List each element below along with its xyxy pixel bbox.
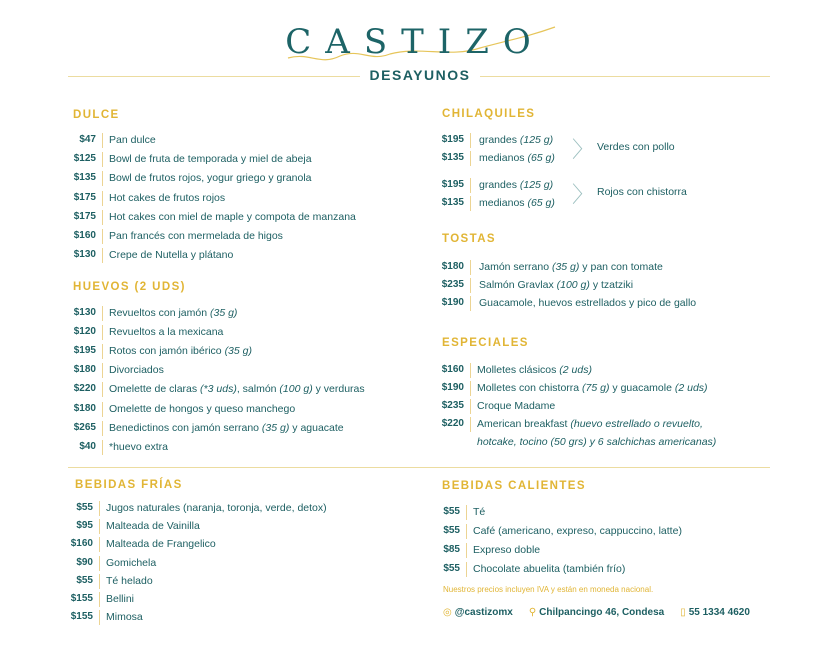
price-separator bbox=[466, 543, 467, 558]
menu-item bbox=[65, 518, 425, 534]
item-name: Hot cakes con miel de maple y compota de manzana bbox=[109, 210, 356, 223]
item-detail: (65 g) bbox=[527, 152, 555, 164]
item-price: $175 bbox=[73, 191, 96, 203]
price-separator bbox=[470, 151, 471, 166]
contact-footer bbox=[443, 607, 750, 618]
menu-item bbox=[65, 573, 425, 589]
item-name: Divorciados bbox=[109, 364, 164, 377]
section-divider bbox=[68, 467, 770, 468]
price-separator bbox=[470, 296, 471, 311]
item-price: $130 bbox=[73, 307, 96, 318]
menu-item bbox=[432, 362, 792, 378]
item-price: $265 bbox=[73, 421, 96, 433]
price-separator bbox=[102, 382, 103, 397]
item-name: Bowl de fruta de temporada y miel de abeja bbox=[109, 153, 312, 166]
item-price: $220 bbox=[441, 418, 464, 429]
menu-item bbox=[63, 324, 423, 340]
item-name: Jamón serrano (35 g) y pan con tomate bbox=[479, 261, 663, 273]
item-detail: (100 g) bbox=[556, 279, 590, 291]
menu-item bbox=[63, 381, 423, 397]
price-separator bbox=[99, 592, 100, 607]
item-price: $195 bbox=[441, 179, 464, 190]
item-price: $135 bbox=[441, 197, 464, 208]
item-detail: (35 g) bbox=[261, 421, 290, 434]
price-separator bbox=[99, 574, 100, 589]
menu-item bbox=[432, 561, 792, 577]
item-price: $160 bbox=[441, 364, 464, 375]
price-separator bbox=[470, 178, 471, 193]
price-separator bbox=[99, 556, 100, 571]
item-name: medianos (65 g) bbox=[479, 152, 555, 164]
menu-item bbox=[63, 401, 423, 417]
price-separator bbox=[470, 260, 471, 275]
section-title-bebidas_calientes: BEBIDAS CALIENTES bbox=[442, 480, 586, 492]
menu-item bbox=[432, 380, 792, 396]
phone-text: 55 1334 4620 bbox=[688, 607, 750, 618]
item-price: $47 bbox=[79, 134, 96, 145]
price-separator bbox=[102, 344, 103, 359]
price-separator bbox=[102, 440, 103, 455]
address-text: Chilpancingo 46, Condesa bbox=[539, 607, 665, 618]
item-price: $220 bbox=[73, 383, 96, 395]
menu-item bbox=[63, 362, 423, 378]
item-name: Chocolate abuelita (también frío) bbox=[473, 563, 626, 575]
item-detail: (75 g) bbox=[582, 382, 610, 394]
price-separator bbox=[102, 210, 103, 225]
item-name: *huevo extra bbox=[109, 440, 168, 453]
item-detail: (huevo estrellado o revuelto, bbox=[570, 418, 703, 430]
section-title-tostas: TOSTAS bbox=[442, 233, 496, 245]
price-separator bbox=[99, 537, 100, 552]
price-separator bbox=[466, 505, 467, 520]
logo-text: CASTIZO bbox=[285, 22, 545, 62]
item-price: $55 bbox=[443, 525, 460, 536]
menu-item bbox=[432, 398, 792, 414]
menu-item bbox=[432, 434, 792, 450]
price-separator bbox=[470, 196, 471, 211]
item-name bbox=[477, 434, 716, 450]
price-separator bbox=[102, 248, 103, 263]
castizo-logo bbox=[280, 22, 570, 72]
item-name: Revueltos con jamón (35 g) bbox=[109, 307, 238, 319]
item-price: $125 bbox=[73, 153, 96, 165]
chevron-right-icon: 〉 bbox=[572, 182, 595, 207]
item-detail: (35 g) bbox=[551, 261, 580, 273]
item-price: $95 bbox=[76, 520, 93, 532]
item-name: Salmón Gravlax (100 g) y tzatziki bbox=[479, 279, 634, 291]
item-detail: (125 g) bbox=[519, 179, 554, 191]
menu-item bbox=[63, 151, 423, 167]
section-title-huevos: HUEVOS (2 UDS) bbox=[73, 281, 186, 293]
price-separator bbox=[470, 278, 471, 293]
item-price: $135 bbox=[73, 172, 96, 184]
menu-item bbox=[63, 439, 423, 455]
price-separator bbox=[102, 306, 103, 321]
item-price: $160 bbox=[70, 538, 93, 550]
item-name: American breakfast (huevo estrellado o revuelto, bbox=[477, 418, 703, 430]
item-price: $160 bbox=[73, 230, 96, 241]
item-name: Croque Madame bbox=[477, 400, 556, 412]
menu-item bbox=[65, 500, 425, 516]
item-name: Hot cakes de frutos rojos bbox=[109, 191, 226, 204]
menu-item bbox=[432, 523, 792, 539]
item-price: $85 bbox=[443, 544, 460, 555]
phone-icon: ▯ bbox=[680, 607, 686, 618]
menu-item bbox=[432, 259, 792, 275]
chevron-right-icon: 〉 bbox=[572, 137, 595, 162]
item-name: Molletes clásicos (2 uds) bbox=[477, 364, 592, 376]
item-name: grandes (125 g) bbox=[479, 179, 554, 191]
item-price: $55 bbox=[76, 502, 93, 513]
menu-item bbox=[63, 170, 423, 186]
item-price: $155 bbox=[70, 611, 93, 623]
item-price: $180 bbox=[73, 364, 96, 376]
menu-item bbox=[63, 228, 423, 244]
item-name: Té bbox=[473, 506, 486, 518]
menu-item bbox=[65, 555, 425, 571]
item-name: Café (americano, expreso, cappuccino, latte) bbox=[473, 525, 682, 537]
item-price: $190 bbox=[441, 297, 464, 308]
item-name: Malteada de Vainilla bbox=[106, 520, 200, 533]
section-title-chilaquiles: CHILAQUILES bbox=[442, 108, 536, 120]
price-separator bbox=[99, 519, 100, 534]
menu-item bbox=[63, 132, 423, 148]
item-name: Bellini bbox=[106, 593, 135, 605]
item-price: $40 bbox=[79, 440, 96, 452]
instagram-icon: ◎ bbox=[443, 607, 452, 618]
item-price: $155 bbox=[70, 593, 93, 604]
price-separator bbox=[470, 363, 471, 378]
section-title-especiales: ESPECIALES bbox=[442, 337, 529, 349]
price-separator bbox=[466, 562, 467, 577]
item-price: $195 bbox=[441, 134, 464, 145]
item-price: $90 bbox=[76, 556, 93, 568]
item-name: Pan dulce bbox=[109, 134, 156, 146]
item-detail: (100 g) bbox=[279, 383, 313, 396]
item-detail: (35 g) bbox=[209, 307, 238, 319]
price-separator bbox=[99, 610, 100, 625]
price-separator bbox=[102, 133, 103, 148]
item-price: $55 bbox=[443, 563, 460, 574]
item-price: $235 bbox=[441, 279, 464, 290]
item-price: $235 bbox=[441, 400, 464, 411]
subtitle-text: DESAYUNOS bbox=[360, 67, 481, 83]
price-separator bbox=[102, 152, 103, 167]
item-price: $120 bbox=[73, 326, 96, 338]
price-separator bbox=[102, 402, 103, 417]
price-separator bbox=[470, 417, 471, 432]
item-name: Expreso doble bbox=[473, 544, 541, 556]
item-price: $175 bbox=[73, 210, 96, 222]
menu-item bbox=[432, 195, 567, 211]
item-price: $195 bbox=[73, 345, 96, 357]
price-separator bbox=[470, 399, 471, 414]
item-price: $55 bbox=[76, 574, 93, 586]
item-name: Crepe de Nutella y plátano bbox=[109, 249, 234, 262]
menu-item bbox=[432, 416, 792, 432]
price-separator bbox=[102, 171, 103, 186]
address bbox=[529, 607, 664, 618]
section-title-dulce: DULCE bbox=[73, 109, 120, 121]
item-price: $180 bbox=[441, 261, 464, 272]
menu-item bbox=[65, 591, 425, 607]
item-name: medianos (65 g) bbox=[479, 197, 555, 209]
menu-item bbox=[63, 343, 423, 359]
price-separator bbox=[102, 363, 103, 378]
item-price: $130 bbox=[73, 249, 96, 261]
price-note: Nuestros precios incluyen IVA y están en moneda nacional. bbox=[443, 585, 654, 594]
price-separator bbox=[102, 191, 103, 206]
menu-item bbox=[65, 609, 425, 625]
menu-item bbox=[432, 132, 567, 148]
menu-item bbox=[63, 420, 423, 436]
item-name: Bowl de frutos rojos, yogur griego y granola bbox=[109, 172, 312, 185]
item-detail: hotcake, tocino (50 grs) y 6 salchichas americanas) bbox=[477, 436, 717, 448]
menu-item bbox=[432, 177, 567, 193]
item-detail: (*3 uds) bbox=[200, 383, 237, 396]
item-price: $180 bbox=[73, 402, 96, 414]
menu-item bbox=[432, 150, 567, 166]
instagram-text: @castizomx bbox=[454, 607, 513, 618]
price-separator bbox=[470, 133, 471, 148]
price-separator bbox=[102, 229, 103, 244]
map-pin-icon: ⚲ bbox=[528, 607, 537, 618]
menu-item bbox=[432, 504, 792, 520]
item-price: $55 bbox=[443, 506, 460, 517]
item-detail: (65 g) bbox=[527, 197, 555, 209]
page-subtitle bbox=[0, 67, 840, 85]
item-detail: (2 uds) bbox=[674, 382, 708, 394]
price-separator bbox=[470, 381, 471, 396]
item-name: Malteada de Frangelico bbox=[106, 538, 216, 551]
item-detail: (125 g) bbox=[519, 134, 554, 146]
section-title-bebidas_frias: BEBIDAS FRÍAS bbox=[75, 479, 183, 491]
item-name: Omelette de claras (*3 uds), salmón (100 g) y verduras bbox=[109, 383, 365, 396]
item-name: Omelette de hongos y queso manchego bbox=[109, 402, 296, 415]
menu-item bbox=[63, 247, 423, 263]
price-separator bbox=[102, 421, 103, 436]
item-name: Pan francés con mermelada de higos bbox=[109, 230, 283, 242]
item-name: Molletes con chistorra (75 g) y guacamole (2 uds) bbox=[477, 382, 708, 394]
menu-item bbox=[432, 277, 792, 293]
item-name: Guacamole, huevos estrellados y pico de gallo bbox=[479, 297, 697, 309]
chilaquiles-variant: Rojos con chistorra bbox=[597, 186, 687, 198]
price-separator bbox=[99, 501, 100, 516]
menu-item bbox=[63, 209, 423, 225]
item-name: Jugos naturales (naranja, toronja, verde, detox) bbox=[106, 502, 327, 514]
item-price: $135 bbox=[441, 152, 464, 163]
instagram-handle[interactable] bbox=[443, 607, 513, 618]
menu-item bbox=[65, 536, 425, 552]
item-name: grandes (125 g) bbox=[479, 134, 554, 146]
item-name: Rotos con jamón ibérico (35 g) bbox=[109, 345, 252, 358]
price-separator bbox=[466, 524, 467, 539]
chilaquiles-variant: Verdes con pollo bbox=[597, 141, 675, 153]
item-name: Benedictinos con jamón serrano (35 g) y aguacate bbox=[109, 421, 344, 434]
item-detail: (2 uds) bbox=[559, 364, 592, 376]
item-name: Mimosa bbox=[106, 611, 143, 624]
menu-item bbox=[432, 542, 792, 558]
item-price: $190 bbox=[441, 382, 464, 393]
item-detail: (35 g) bbox=[224, 345, 252, 358]
menu-item bbox=[63, 190, 423, 206]
item-name: Té helado bbox=[106, 574, 153, 587]
item-name: Gomichela bbox=[106, 556, 157, 569]
menu-item bbox=[63, 305, 423, 321]
menu-item bbox=[432, 295, 792, 311]
price-separator bbox=[102, 325, 103, 340]
phone[interactable] bbox=[680, 607, 750, 618]
item-name: Revueltos a la mexicana bbox=[109, 326, 224, 339]
